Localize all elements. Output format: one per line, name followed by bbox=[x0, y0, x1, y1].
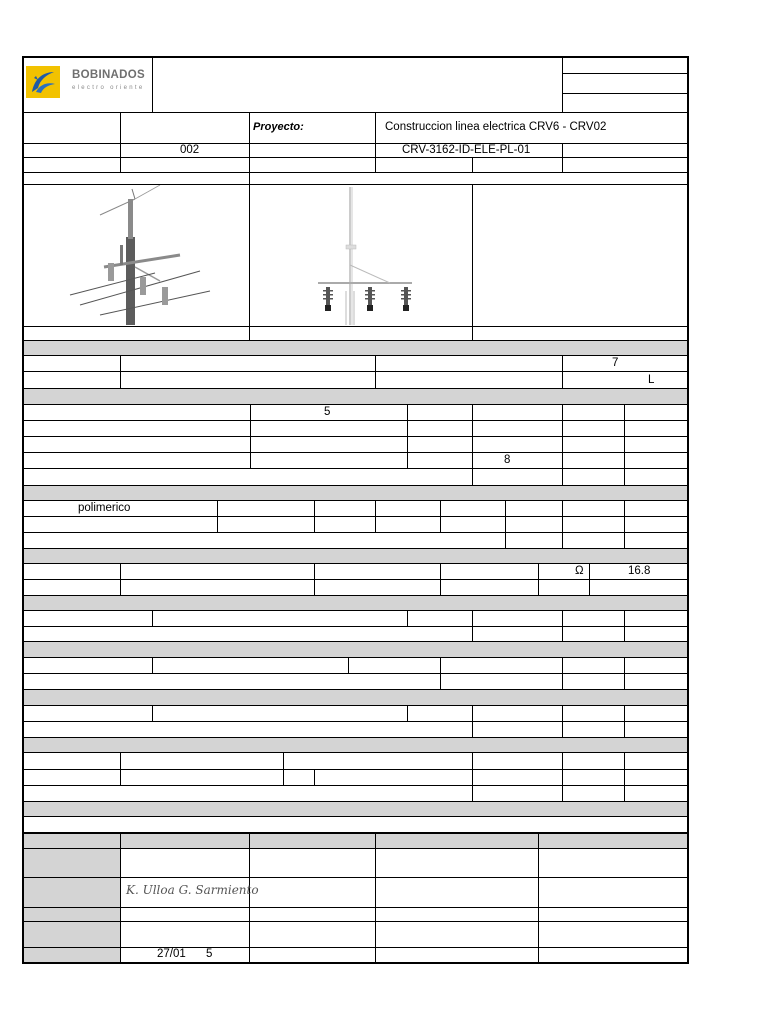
grid-line-vertical bbox=[407, 610, 408, 626]
grid-line-vertical bbox=[472, 752, 473, 801]
grid-line-vertical bbox=[472, 610, 473, 641]
grid-line-horizontal bbox=[22, 468, 689, 469]
grid-line-horizontal bbox=[22, 404, 689, 405]
grid-line-horizontal bbox=[22, 532, 689, 533]
grid-line-vertical bbox=[624, 705, 625, 737]
grid-line-horizontal bbox=[22, 595, 689, 596]
grid-line-horizontal bbox=[22, 516, 689, 517]
grid-line-horizontal bbox=[22, 769, 689, 770]
grid-line-horizontal bbox=[22, 355, 689, 356]
grid-line-vertical bbox=[440, 500, 441, 532]
grid-line-vertical bbox=[120, 355, 121, 388]
company-tagline: electro oriente bbox=[72, 85, 145, 91]
grid-line-vertical bbox=[472, 705, 473, 737]
grid-line-horizontal bbox=[22, 752, 689, 753]
grid-line-horizontal bbox=[562, 93, 689, 94]
grid-line-vertical bbox=[440, 657, 441, 689]
grid-line-vertical bbox=[250, 404, 251, 468]
grid-line-horizontal bbox=[22, 112, 689, 113]
grid-line-vertical bbox=[375, 355, 376, 388]
grid-line-vertical bbox=[562, 355, 563, 388]
grid-line-vertical bbox=[562, 752, 563, 801]
pole-front-drawing bbox=[310, 187, 420, 327]
approval-date: 27/01 bbox=[157, 948, 186, 960]
grid-line-horizontal bbox=[562, 73, 689, 74]
grid-line-vertical bbox=[562, 500, 563, 548]
grid-line-vertical bbox=[624, 657, 625, 689]
grid-line-vertical bbox=[120, 833, 121, 964]
grid-line-vertical bbox=[249, 184, 250, 340]
grid-line-horizontal bbox=[22, 388, 689, 389]
grid-line-horizontal bbox=[22, 610, 689, 611]
grid-line-vertical bbox=[624, 752, 625, 801]
project-label: Proyecto: bbox=[253, 121, 304, 133]
grid-line-horizontal bbox=[22, 689, 689, 690]
grid-line-vertical bbox=[314, 769, 315, 785]
grid-line-horizontal bbox=[22, 877, 689, 878]
grid-line-vertical bbox=[249, 833, 250, 964]
grid-line-vertical bbox=[120, 752, 121, 785]
grid-line-horizontal bbox=[22, 737, 689, 738]
company-name: BOBINADOS bbox=[72, 69, 145, 81]
grid-line-vertical bbox=[562, 705, 563, 737]
grid-line-horizontal bbox=[22, 548, 689, 549]
value-16-8: 16.8 bbox=[628, 565, 651, 577]
grid-line-vertical bbox=[562, 404, 563, 485]
document-revision: 002 bbox=[180, 144, 200, 156]
grid-line-horizontal bbox=[22, 626, 689, 627]
grid-line-vertical bbox=[120, 112, 121, 172]
grid-line-horizontal bbox=[22, 705, 689, 706]
grid-line-vertical bbox=[624, 500, 625, 548]
grid-line-vertical bbox=[562, 610, 563, 641]
grid-line-vertical bbox=[152, 610, 153, 626]
grid-line-horizontal bbox=[22, 420, 689, 421]
value-7: 7 bbox=[612, 357, 619, 369]
grid-line-horizontal bbox=[22, 907, 689, 908]
grid-line-vertical bbox=[624, 404, 625, 485]
grid-line-horizontal bbox=[22, 340, 689, 341]
grid-line-horizontal bbox=[22, 326, 689, 327]
grid-line-vertical bbox=[120, 563, 121, 595]
grid-line-horizontal bbox=[22, 500, 689, 501]
grid-line-horizontal bbox=[22, 143, 689, 144]
grid-line-vertical bbox=[472, 184, 473, 340]
grid-line-horizontal bbox=[22, 172, 689, 173]
grid-line-horizontal bbox=[22, 721, 689, 722]
grid-line-vertical bbox=[375, 112, 376, 172]
grid-line-vertical bbox=[562, 56, 563, 113]
grid-line-vertical bbox=[375, 833, 376, 964]
grid-line-horizontal bbox=[22, 452, 689, 453]
grid-line-vertical bbox=[217, 500, 218, 532]
grid-line-horizontal bbox=[22, 436, 689, 437]
grid-line-vertical bbox=[348, 657, 349, 673]
grid-line-horizontal bbox=[22, 641, 689, 642]
project-name: Construccion linea electrica CRV6 - CRV02 bbox=[385, 121, 607, 133]
pole-3d-drawing bbox=[60, 185, 220, 327]
grid-line-horizontal bbox=[22, 816, 689, 817]
grid-line-horizontal bbox=[22, 848, 689, 849]
grid-line-vertical bbox=[152, 705, 153, 721]
grid-line-vertical bbox=[152, 56, 153, 113]
approval-date-suffix: 5 bbox=[206, 948, 213, 960]
grid-line-vertical bbox=[472, 157, 473, 172]
grid-line-vertical bbox=[624, 610, 625, 641]
grid-line-horizontal bbox=[22, 832, 689, 834]
grid-line-vertical bbox=[407, 705, 408, 721]
grid-line-vertical bbox=[538, 563, 539, 595]
value-8: 8 bbox=[504, 454, 511, 466]
grid-line-vertical bbox=[562, 657, 563, 689]
grid-line-horizontal bbox=[22, 371, 689, 372]
grid-line-vertical bbox=[407, 404, 408, 468]
grid-line-horizontal bbox=[22, 801, 689, 802]
grid-line-vertical bbox=[314, 563, 315, 595]
grid-line-horizontal bbox=[22, 485, 689, 486]
document-code: CRV-3162-ID-ELE-PL-01 bbox=[402, 144, 531, 156]
grid-line-horizontal bbox=[22, 157, 689, 158]
grid-line-vertical bbox=[505, 500, 506, 548]
grid-line-vertical bbox=[152, 657, 153, 673]
grid-line-vertical bbox=[538, 833, 539, 964]
grid-line-horizontal bbox=[22, 657, 689, 658]
grid-line-vertical bbox=[249, 112, 250, 184]
grid-line-horizontal bbox=[22, 673, 689, 674]
material-value: polimerico bbox=[78, 502, 131, 514]
ohm-symbol: Ω bbox=[575, 565, 584, 577]
grid-line-vertical bbox=[589, 563, 590, 595]
grid-line-vertical bbox=[375, 500, 376, 532]
grid-line-vertical bbox=[440, 563, 441, 595]
grid-line-vertical bbox=[472, 404, 473, 485]
grid-line-horizontal bbox=[22, 947, 689, 948]
grid-line-horizontal bbox=[22, 785, 689, 786]
value-5: 5 bbox=[324, 406, 331, 418]
approval-signature: K. Ulloa G. Sarmiento bbox=[126, 883, 259, 897]
value-l: L bbox=[648, 374, 655, 386]
grid-line-horizontal bbox=[22, 921, 689, 922]
grid-line-vertical bbox=[283, 752, 284, 785]
grid-line-vertical bbox=[314, 500, 315, 532]
company-logo-icon bbox=[26, 66, 60, 98]
